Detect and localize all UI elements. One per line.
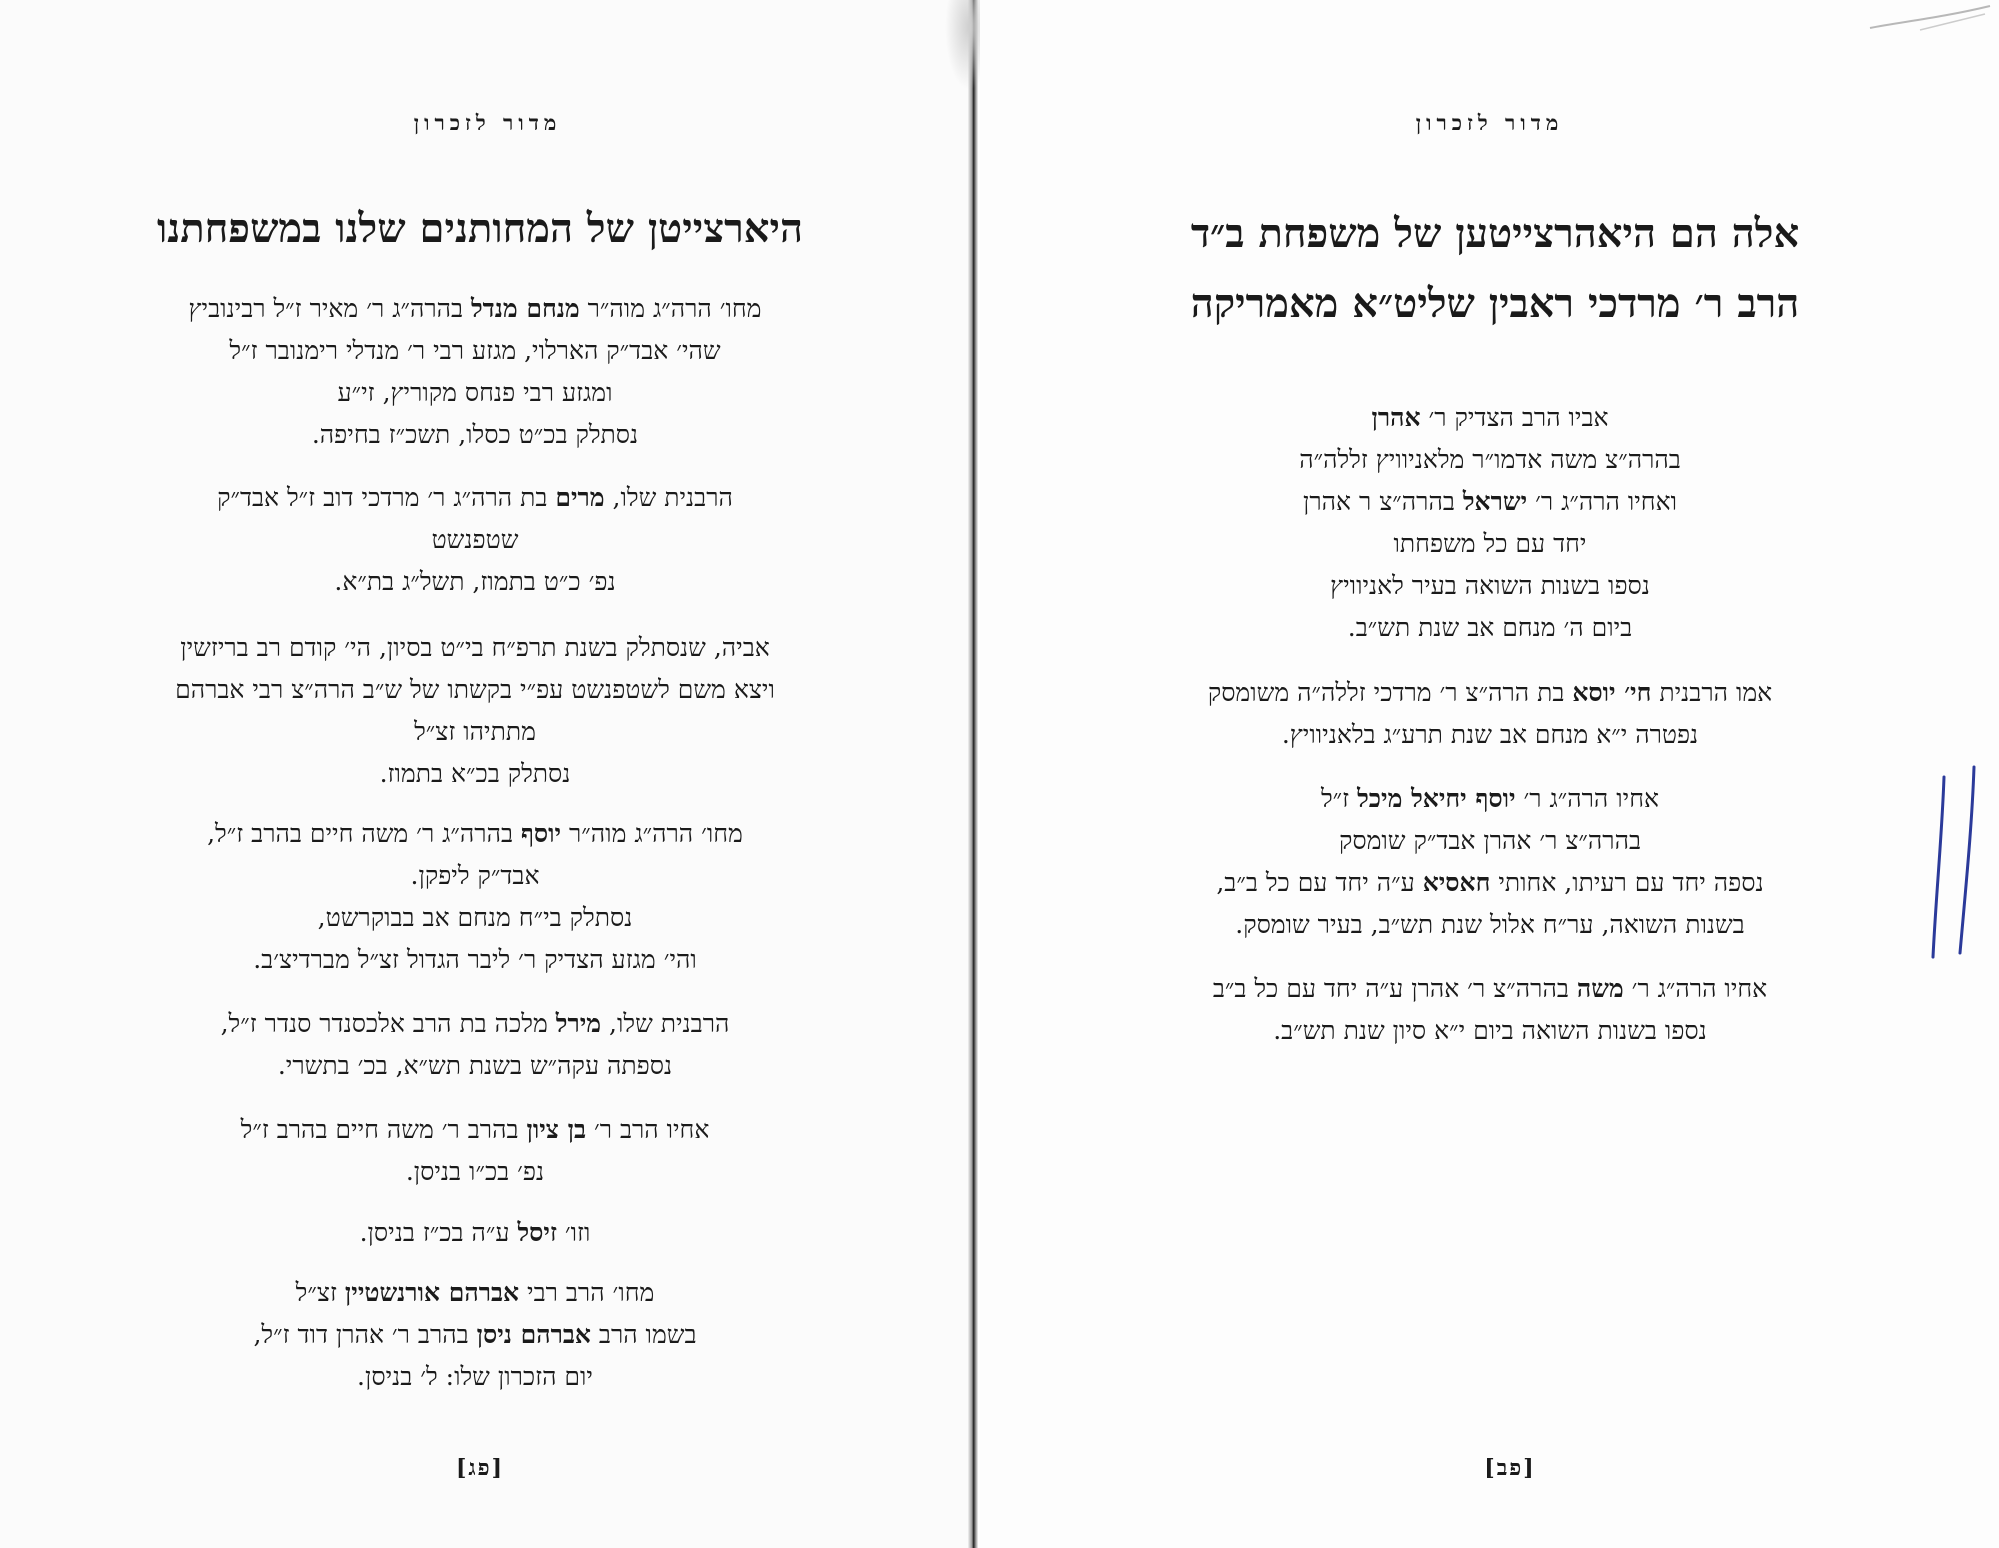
text-run: מלכה בת הרב אלכסנדר סנדר ז״ל,: [220, 1009, 556, 1038]
text-run: אמו הרבנית: [1651, 678, 1773, 707]
entry-line: [95, 1272, 855, 1314]
entry-line: [95, 1109, 855, 1151]
page-title-line-2: הרב ר׳ מרדכי ראבין שליט״א מאמריקה: [1190, 280, 1800, 327]
text-run: בהרה״צ ר׳ אהרן ע״ה יחד עם כל ב״ב: [1212, 974, 1577, 1003]
scan-smudge: [945, 0, 985, 90]
text-run: מחו׳ הרב רבי: [519, 1278, 655, 1307]
entry-line: [1105, 778, 1875, 820]
name-emphasis: יוסף יחיאל מיכל: [1357, 784, 1516, 813]
text-run: בהרה״צ משה אדמו״ר מלאניוויץ זללה״ה: [1299, 445, 1681, 474]
text-run: נספו בשנות השואה ביום י״א סיון שנת תש״ב.: [1273, 1016, 1707, 1045]
entry-line: [1105, 523, 1875, 565]
entry-line: [1105, 968, 1875, 1010]
memorial-entry: [1105, 397, 1875, 649]
name-emphasis: ישראל: [1462, 487, 1528, 516]
text-run: בהרב ר׳ משה חיים בהרב ז״ל: [240, 1115, 527, 1144]
entry-line: [95, 372, 855, 414]
entry-line: [1105, 565, 1875, 607]
memorial-entry: [95, 288, 855, 456]
entry-line: [1105, 820, 1875, 862]
text-run: נפ׳ כ״ט בתמוז, תשל״ג בת״א.: [334, 567, 616, 596]
name-emphasis: אברהם אורנשטיין: [344, 1278, 520, 1307]
text-run: מחו׳ הרה״ג מוה״ר: [579, 294, 762, 323]
entry-line: [1105, 672, 1875, 714]
text-run: יום הזכרון שלו: ל׳ בניסן.: [357, 1362, 593, 1391]
entry-line: [1105, 862, 1875, 904]
text-run: זצ״ל: [295, 1278, 345, 1307]
text-run: נספו בשנות השואה בעיר לאניוויץ: [1330, 571, 1650, 600]
text-run: מחו׳ הרה״ג מוה״ר: [561, 819, 743, 848]
text-run: נסתלק בי״ח מנחם אב בבוקרשט,: [317, 903, 633, 932]
entry-line: [1105, 1010, 1875, 1052]
entry-line: [95, 855, 855, 897]
text-run: בהרה״ג ר׳ משה חיים בהרב ז״ל,: [207, 819, 521, 848]
memorial-entry: [95, 1109, 855, 1193]
entry-line: [95, 753, 855, 795]
entry-line: [1105, 439, 1875, 481]
name-emphasis: בן ציון: [526, 1115, 586, 1144]
entry-line: [1105, 714, 1875, 756]
text-run: ע״ה יחד עם כל ב״ב,: [1216, 868, 1423, 897]
text-run: וזו׳: [556, 1218, 591, 1247]
text-run: יחד עם כל משפחתו: [1393, 529, 1587, 558]
right-page: [980, 0, 1999, 1548]
text-run: בשמו הרב: [590, 1320, 697, 1349]
text-run: בהרב ר׳ אהרן דוד ז״ל,: [253, 1320, 477, 1349]
text-run: אחיו הרה״ג ר׳: [1623, 974, 1768, 1003]
text-run: אחיו הרב ר׳: [586, 1115, 710, 1144]
memorial-entry: [95, 1272, 855, 1398]
entry-line: [95, 1151, 855, 1193]
text-run: ומגזע רבי פנחס מקוריץ, זי״ע: [337, 378, 613, 407]
entry-line: [95, 519, 855, 561]
name-emphasis: מנחם מנדל: [470, 294, 580, 323]
text-run: אביו הרב הצדיק ר׳: [1420, 403, 1609, 432]
text-run: נספתה עקה״ש בשנת תש״א, בכ׳ בתשרי.: [277, 1051, 673, 1080]
text-run: נסתלק בכ״ט כסלו, תשכ״ז בחיפה.: [311, 420, 639, 449]
name-emphasis: חאסיא: [1422, 868, 1491, 897]
entry-line: [95, 1003, 855, 1045]
text-run: והי׳ מגזע הצדיק ר׳ ליבר הגדול זצ״ל מברדיצ׳ב.: [253, 945, 697, 974]
name-emphasis: אברהם ניסן: [476, 1320, 591, 1349]
entry-line: [95, 939, 855, 981]
memorial-entry: [95, 1212, 855, 1254]
text-run: בהרה״צ ר אהרן: [1303, 487, 1463, 516]
entry-line: [95, 561, 855, 603]
entry-line: [1105, 904, 1875, 946]
entry-line: [95, 477, 855, 519]
memorial-entry: [1105, 778, 1875, 946]
name-emphasis: משה: [1576, 974, 1624, 1003]
page-number: [פג]: [455, 1455, 505, 1481]
entry-line: [95, 711, 855, 753]
page-title-line-1: אלה הם היאהרצייטען של משפחת ב״ד: [1190, 210, 1800, 257]
page-number: [פב]: [1484, 1455, 1536, 1481]
text-run: אביה, שנסתלק בשנת תרפ״ח בי״ט בסיון, הי׳ קודם רב בריזשין: [180, 633, 770, 662]
text-run: הרבנית שלו,: [604, 483, 733, 512]
text-run: מתתיהו זצ״ל: [414, 717, 536, 746]
page-title: היארצייטן של המחותנים שלנו במשפחתנו: [157, 205, 803, 252]
text-run: נפטרה י״א מנחם אב שנת תרע״ג בלאניוויץ.: [1281, 720, 1699, 749]
text-run: בת הרה״צ ר׳ מרדכי זללה״ה משומסק: [1207, 678, 1573, 707]
entry-line: [95, 1045, 855, 1087]
text-run: ע״ה בכ״ז בניסן.: [359, 1218, 518, 1247]
name-emphasis: מרים: [555, 483, 605, 512]
entry-line: [1105, 397, 1875, 439]
text-run: אחיו הרה״ג ר׳: [1515, 784, 1660, 813]
name-emphasis: מירל: [555, 1009, 602, 1038]
entry-line: [95, 1314, 855, 1356]
entry-line: [1105, 607, 1875, 649]
memorial-entry: [95, 1003, 855, 1087]
name-emphasis: יוסף: [520, 819, 562, 848]
running-header: מדור לזכרון: [413, 110, 562, 135]
scan-scratch-mark: [1860, 0, 1999, 40]
entry-line: [95, 897, 855, 939]
entry-line: [95, 414, 855, 456]
text-run: ויצא משם לשטפנשט עפ״י בקשתו של ש״ב הרה״צ רבי אברהם: [175, 675, 775, 704]
entry-line: [95, 813, 855, 855]
entry-line: [95, 330, 855, 372]
entry-line: [95, 288, 855, 330]
text-run: נספה יחד עם רעיתו, אחותי: [1490, 868, 1764, 897]
text-run: בת הרה״ג ר׳ מרדכי דוב ז״ל אבד״ק: [217, 483, 556, 512]
text-run: בשנות השואה, ער״ח אלול שנת תש״ב, בעיר שומסק.: [1235, 910, 1745, 939]
memorial-entry: [1105, 968, 1875, 1052]
text-run: בהרה״צ ר׳ אהרן אבד״ק שומסק: [1338, 826, 1642, 855]
text-run: שהי׳ אבד״ק הארלוי, מגזע רבי ר׳ מנדלי רימנובר ז״ל: [229, 336, 721, 365]
text-run: הרבנית שלו,: [601, 1009, 730, 1038]
text-run: נסתלק בכ״א בתמוז.: [379, 759, 571, 788]
running-header: מדור לזכרון: [1415, 110, 1564, 135]
name-emphasis: חי׳ יוסא: [1572, 678, 1652, 707]
text-run: נפ׳ בכ״ו בניסן.: [405, 1157, 545, 1186]
book-spine: [968, 0, 978, 1548]
name-emphasis: אהרן: [1371, 403, 1421, 432]
memorial-entry: [95, 813, 855, 981]
left-page: [0, 0, 975, 1548]
text-run: ואחיו הרה״ג ר׳: [1527, 487, 1677, 516]
entry-line: [1105, 481, 1875, 523]
memorial-entry: [95, 627, 855, 795]
entry-line: [95, 669, 855, 711]
entry-line: [95, 627, 855, 669]
text-run: אבד״ק ליפקן.: [410, 861, 540, 890]
name-emphasis: זיסל: [517, 1218, 557, 1247]
memorial-entry: [95, 477, 855, 603]
text-run: בהרה״ג ר׳ מאיר ז״ל רבינוביץ: [188, 294, 471, 323]
entry-line: [95, 1356, 855, 1398]
handwritten-pen-mark: [1930, 765, 1980, 965]
text-run: ביום ה׳ מנחם אב שנת תש״ב.: [1347, 613, 1633, 642]
text-run: שטפנשט: [431, 525, 519, 554]
text-run: ז״ל: [1320, 784, 1358, 813]
entry-line: [95, 1212, 855, 1254]
memorial-entry: [1105, 672, 1875, 756]
